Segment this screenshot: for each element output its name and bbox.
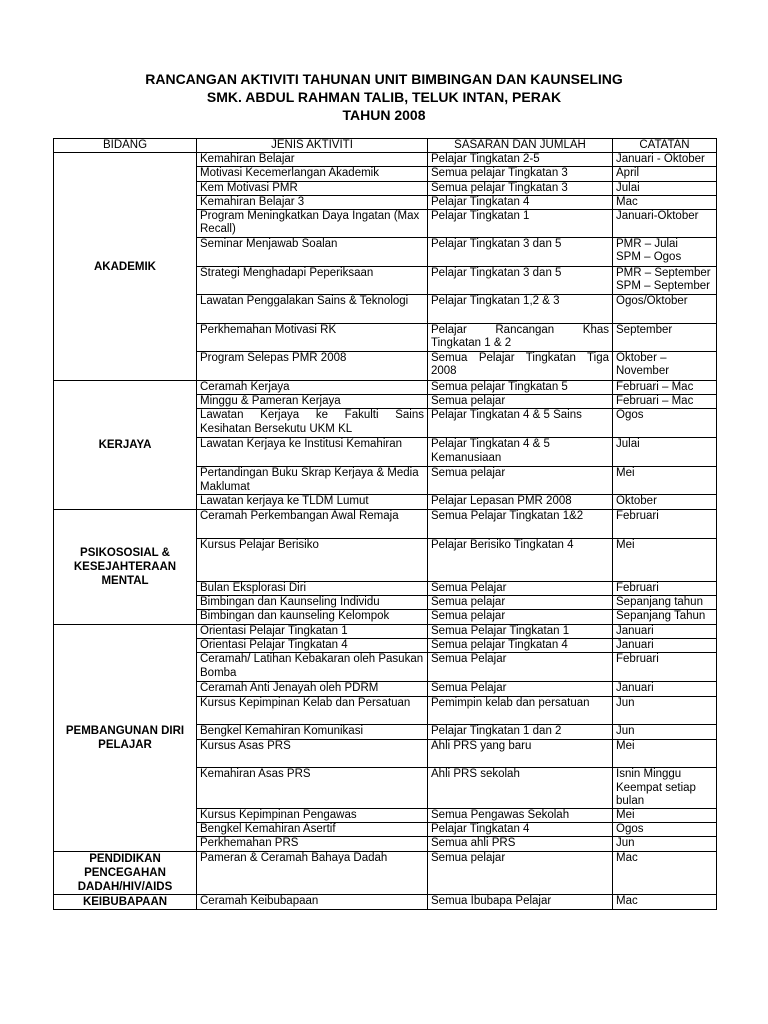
sasaran-cell [428,295,613,324]
sasaran-cell [428,409,613,438]
catatan-cell [613,381,717,395]
jenis-aktiviti-cell [197,595,428,609]
jenis-aktiviti-cell [197,210,428,238]
jenis-aktiviti-cell [197,167,428,181]
sasaran-text: Pelajar Tingkatan 4 [431,195,530,208]
catatan-text: Januari - Oktober [616,153,705,166]
catatan-cell [613,639,717,653]
catatan-text: Julai [616,438,640,451]
document-title-school: SMK. ABDUL RAHMAN TALIB, TELUK INTAN, PERAK [206,89,562,105]
jenis-aktiviti-cell [197,267,428,295]
sasaran-cell [428,809,613,823]
catatan-cell [613,195,717,209]
catatan-cell [613,837,717,851]
catatan-text: Februari – Mac [616,381,694,394]
jenis-aktiviti-cell [197,653,428,682]
sasaran-text: Semua Pelajar Tingkatan 1&2 [431,509,584,522]
sasaran-text: Semua Pelajar [431,581,507,594]
catatan-cell [613,238,717,267]
sasaran-cell [428,395,613,409]
sasaran-cell [428,697,613,725]
sasaran-cell [428,324,613,352]
catatan-cell [613,167,717,181]
sasaran-text: Pelajar Tingkatan 1,2 & 3 [431,295,560,308]
jenis-aktiviti-cell [197,725,428,740]
catatan-cell [613,851,717,894]
table-row [54,509,717,538]
sasaran-cell [428,639,613,653]
jenis-aktiviti-text: Ceramah Keibubapaan [200,894,319,907]
jenis-aktiviti-cell [197,381,428,395]
bidang-cell: KEIBUBAPAAN [54,894,197,909]
sasaran-cell [428,181,613,195]
sasaran-text: Pelajar Tingkatan 1 dan 2 [431,725,562,738]
sasaran-cell [428,625,613,639]
catatan-text: Julai [616,181,640,194]
jenis-aktiviti-text: Lawatan Penggalakan Sains & Teknologi [200,295,409,308]
header-sasaran: SASARAN DAN JUMLAH [428,139,613,153]
jenis-aktiviti-text: Bimbingan dan Kaunseling Individu [200,595,380,608]
jenis-aktiviti-cell [197,740,428,768]
sasaran-cell [428,509,613,538]
catatan-cell [613,438,717,467]
catatan-cell [613,509,717,538]
sasaran-text: Pelajar Lepasan PMR 2008 [431,495,572,508]
catatan-cell [613,495,717,509]
sasaran-cell [428,195,613,209]
catatan-text: Isnin Minggu Keempat setiap bulan [616,768,696,807]
sasaran-cell [428,381,613,395]
activity-plan-table [53,138,717,910]
jenis-aktiviti-cell [197,697,428,725]
sasaran-text: Pelajar Tingkatan 3 dan 5 [431,238,562,251]
sasaran-cell [428,595,613,609]
jenis-aktiviti-cell [197,837,428,851]
sasaran-cell [428,267,613,295]
jenis-aktiviti-text: Minggu & Pameran Kerjaya [200,395,341,408]
catatan-cell [613,153,717,167]
jenis-aktiviti-cell [197,682,428,697]
jenis-aktiviti-cell [197,324,428,352]
jenis-aktiviti-cell [197,625,428,639]
catatan-text: Oktober – November [616,352,670,378]
jenis-aktiviti-text: Kursus Kepimpinan Kelab dan Persatuan [200,697,411,710]
sasaran-cell [428,740,613,768]
sasaran-cell [428,167,613,181]
jenis-aktiviti-text: Kem Motivasi PMR [200,181,298,194]
catatan-cell [613,823,717,837]
sasaran-text: Semua Ibubapa Pelajar [431,894,552,907]
sasaran-text: Semua pelajar [431,395,506,408]
catatan-cell [613,894,717,909]
document-title-main: RANCANGAN AKTIVITI TAHUNAN UNIT BIMBINGAN DAN KAUNSELING [145,71,623,87]
jenis-aktiviti-text: Bengkel Kemahiran Komunikasi [200,725,364,738]
document-title-block [0,70,768,124]
jenis-aktiviti-cell [197,295,428,324]
jenis-aktiviti-text: Bengkel Kemahiran Asertif [200,823,336,836]
table-row [54,625,717,639]
catatan-cell [613,210,717,238]
sasaran-cell [428,610,613,625]
catatan-text: Mei [616,809,635,822]
sasaran-text: Ahli PRS sekolah [431,768,520,781]
bidang-cell: PENDIDIKAN PENCEGAHAN DADAH/HIV/AIDS [54,851,197,894]
header-catatan: CATATAN [613,139,717,153]
jenis-aktiviti-text: Orientasi Pelajar Tingkatan 4 [200,639,348,652]
jenis-aktiviti-cell [197,809,428,823]
document-title-year: TAHUN 2008 [342,107,426,123]
catatan-cell [613,653,717,682]
bidang-cell: AKADEMIK [54,153,197,381]
jenis-aktiviti-cell [197,395,428,409]
catatan-cell [613,409,717,438]
catatan-text: Jun [616,837,635,850]
sasaran-text: Semua Pelajar [431,653,507,666]
sasaran-text: Pelajar Tingkatan 1 [431,210,530,223]
catatan-cell [613,538,717,581]
catatan-text: Februari [616,509,659,522]
jenis-aktiviti-text: Pertandingan Buku Skrap Kerjaya & Media Maklumat [200,467,419,493]
sasaran-cell [428,851,613,894]
sasaran-text: Pelajar Tingkatan 4 & 5 Kemanusiaan [431,438,550,464]
sasaran-text: Pelajar Tingkatan 4 & 5 Sains [431,409,582,422]
jenis-aktiviti-text: Bulan Eksplorasi Diri [200,581,307,594]
jenis-aktiviti-text: Lawatan Kerjaya ke Fakulti Sains Kesihatan Bersekutu UKM KL [200,409,424,435]
jenis-aktiviti-text: Ceramah Anti Jenayah oleh PDRM [200,682,379,695]
jenis-aktiviti-cell [197,195,428,209]
catatan-text: Oktober [616,495,657,508]
header-bidang: BIDANG [54,139,197,153]
catatan-cell [613,295,717,324]
jenis-aktiviti-text: Ceramah Kerjaya [200,381,290,394]
jenis-aktiviti-text: Lawatan kerjaya ke TLDM Lumut [200,495,369,508]
catatan-cell [613,768,717,809]
catatan-text: Ogos [616,409,644,422]
catatan-text: Februari [616,581,659,594]
jenis-aktiviti-cell [197,467,428,495]
sasaran-cell [428,894,613,909]
sasaran-cell [428,153,613,167]
jenis-aktiviti-text: Program Meningkatkan Daya Ingatan (Max Recall) [200,210,420,236]
catatan-text: PMR – September SPM – September [616,267,711,293]
jenis-aktiviti-cell [197,409,428,438]
sasaran-text: Semua pelajar [431,851,506,864]
sasaran-cell [428,682,613,697]
catatan-cell [613,267,717,295]
catatan-text: Sepanjang tahun [616,595,703,608]
sasaran-text: Pelajar Rancangan Khas Tingkatan 1 & 2 [431,324,609,350]
catatan-cell [613,352,717,381]
sasaran-text: Semua pelajar Tingkatan 4 [431,639,568,652]
catatan-text: Januari-Oktober [616,210,699,223]
jenis-aktiviti-cell [197,768,428,809]
jenis-aktiviti-text: Kursus Kepimpinan Pengawas [200,809,357,822]
catatan-text: Mac [616,894,638,907]
catatan-cell [613,725,717,740]
table-row [54,153,717,167]
jenis-aktiviti-text: Orientasi Pelajar Tingkatan 1 [200,625,348,638]
jenis-aktiviti-cell [197,181,428,195]
catatan-text: Februari [616,653,659,666]
catatan-text: Ogos [616,823,644,836]
sasaran-text: Pelajar Tingkatan 3 dan 5 [431,267,562,280]
jenis-aktiviti-cell [197,238,428,267]
catatan-text: Mac [616,195,638,208]
jenis-aktiviti-cell [197,153,428,167]
catatan-text: Mac [616,851,638,864]
catatan-text: Sepanjang Tahun [616,610,706,623]
jenis-aktiviti-cell [197,581,428,595]
catatan-cell [613,682,717,697]
table-body [54,153,717,909]
sasaran-cell [428,352,613,381]
catatan-cell [613,697,717,725]
catatan-cell [613,595,717,609]
sasaran-cell [428,768,613,809]
sasaran-text: Semua pelajar [431,467,506,480]
jenis-aktiviti-cell [197,538,428,581]
catatan-text: Januari [616,625,654,638]
jenis-aktiviti-text: Ceramah Perkembangan Awal Remaja [200,509,399,522]
bidang-cell: PSIKOSOSIAL & KESEJAHTERAAN MENTAL [54,509,197,624]
sasaran-text: Pelajar Tingkatan 2-5 [431,153,540,166]
jenis-aktiviti-text: Perkhemahan Motivasi RK [200,324,337,337]
catatan-text: Mei [616,467,635,480]
sasaran-text: Semua pelajar [431,610,506,623]
jenis-aktiviti-cell [197,610,428,625]
jenis-aktiviti-cell [197,823,428,837]
catatan-text: Ogos/Oktober [616,295,688,308]
jenis-aktiviti-text: Lawatan Kerjaya ke Institusi Kemahiran [200,438,402,451]
catatan-text: April [616,167,640,180]
catatan-text: PMR – Julai SPM – Ogos [616,238,682,264]
catatan-text: September [616,324,673,337]
catatan-cell [613,625,717,639]
jenis-aktiviti-text: Seminar Menjawab Soalan [200,238,338,251]
sasaran-text: Semua pelajar [431,595,506,608]
jenis-aktiviti-text: Ceramah/ Latihan Kebakaran oleh Pasukan Bomba [200,653,424,679]
sasaran-text: Semua pelajar Tingkatan 3 [431,181,568,194]
jenis-aktiviti-text: Strategi Menghadapi Peperiksaan [200,267,374,280]
sasaran-cell [428,210,613,238]
jenis-aktiviti-text: Motivasi Kecemerlangan Akademik [200,167,379,180]
catatan-text: Februari – Mac [616,395,694,408]
sasaran-text: Semua pelajar Tingkatan 5 [431,381,568,394]
sasaran-text: Ahli PRS yang baru [431,740,532,753]
sasaran-text: Semua pelajar Tingkatan 3 [431,167,568,180]
jenis-aktiviti-text: Kemahiran Asas PRS [200,768,311,781]
sasaran-text: Semua Pelajar [431,682,507,695]
catatan-text: Mei [616,538,635,551]
sasaran-text: Semua Pelajar Tingkatan Tiga 2008 [431,352,609,378]
sasaran-cell [428,467,613,495]
jenis-aktiviti-cell [197,438,428,467]
catatan-cell [613,740,717,768]
sasaran-cell [428,495,613,509]
sasaran-cell [428,837,613,851]
jenis-aktiviti-cell [197,851,428,894]
jenis-aktiviti-text: Program Selepas PMR 2008 [200,352,347,365]
jenis-aktiviti-text: Bimbingan dan kaunseling Kelompok [200,610,390,623]
jenis-aktiviti-cell [197,639,428,653]
catatan-text: Januari [616,682,654,695]
sasaran-text: Pelajar Tingkatan 4 [431,823,530,836]
catatan-cell [613,395,717,409]
catatan-cell [613,809,717,823]
catatan-text: Jun [616,725,635,738]
sasaran-cell [428,823,613,837]
table-row [54,894,717,909]
sasaran-cell [428,581,613,595]
header-jenis-aktiviti: JENIS AKTIVITI [197,139,428,153]
jenis-aktiviti-cell [197,495,428,509]
sasaran-cell [428,725,613,740]
bidang-cell: KERJAYA [54,381,197,510]
jenis-aktiviti-text: Perkhemahan PRS [200,837,299,850]
jenis-aktiviti-cell [197,894,428,909]
sasaran-text: Semua Pelajar Tingkatan 1 [431,625,570,638]
jenis-aktiviti-cell [197,509,428,538]
catatan-cell [613,324,717,352]
sasaran-cell [428,653,613,682]
catatan-text: Januari [616,639,654,652]
jenis-aktiviti-text: Kemahiran Belajar [200,153,295,166]
table-row [54,381,717,395]
sasaran-text: Semua ahli PRS [431,837,516,850]
jenis-aktiviti-text: Kursus Asas PRS [200,740,291,753]
sasaran-text: Pelajar Berisiko Tingkatan 4 [431,538,574,551]
jenis-aktiviti-text: Pameran & Ceramah Bahaya Dadah [200,851,388,864]
catatan-cell [613,181,717,195]
sasaran-cell [428,238,613,267]
jenis-aktiviti-text: Kemahiran Belajar 3 [200,195,305,208]
catatan-cell [613,610,717,625]
jenis-aktiviti-text: Kursus Pelajar Berisiko [200,538,319,551]
table-row [54,851,717,894]
table-header-row [54,139,717,153]
catatan-text: Jun [616,697,635,710]
bidang-cell: PEMBANGUNAN DIRI PELAJAR [54,625,197,852]
catatan-cell [613,581,717,595]
jenis-aktiviti-cell [197,352,428,381]
sasaran-cell [428,438,613,467]
catatan-text: Mei [616,740,635,753]
sasaran-text: Semua Pengawas Sekolah [431,809,570,822]
sasaran-text: Pemimpin kelab dan persatuan [431,697,590,710]
sasaran-cell [428,538,613,581]
catatan-cell [613,467,717,495]
